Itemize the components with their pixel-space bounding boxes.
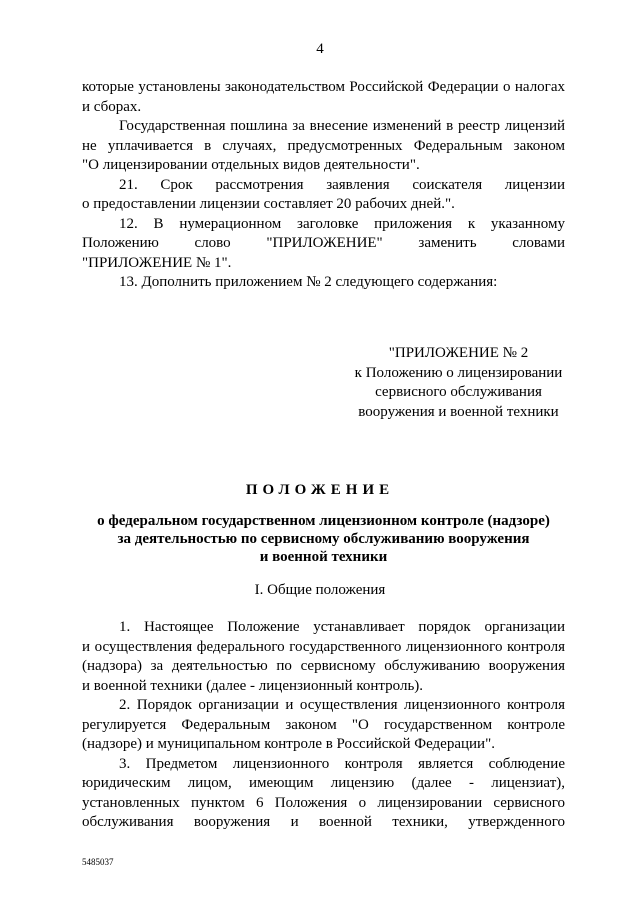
text-line: и военной техники [259,549,388,565]
paragraph-state-fee [82,117,565,176]
paragraph-21 [82,176,565,215]
text-line: 2. Порядок организации и осуществления лицензионного контроля [119,697,565,713]
text-line: и осуществления федерального государственного лицензионного контроля [82,638,565,655]
paragraph-item-1 [82,618,565,696]
text-line: Государственная пошлина за внесение изменений в реестр лицензий [119,118,565,134]
text-line: вооружения и военной техники [358,403,559,420]
text-line: не уплачивается в случаях, предусмотренных Федеральным законом [82,137,565,154]
text-line: 1. Настоящее Положение устанавливает порядок организации [119,619,565,635]
text-line: юридическим лицом, имеющим лицензию (далее - лицензиат), [82,775,565,791]
text-line: 3. Предметом лицензионного контроля является соблюдение [119,755,565,772]
section-heading: I. Общие положения [254,582,386,598]
text-line: обслуживания вооружения и военной техники, утвержденного [82,814,565,830]
text-line: 13. Дополнить приложением № 2 следующего содержания: [119,274,498,290]
paragraph-12 [82,215,565,274]
text-line: и сборах. [82,98,142,115]
paragraph-13 [82,273,565,293]
paragraph-item-3 [82,755,565,833]
footer-code: 5485037 [82,857,114,867]
top-text [82,78,565,293]
text-line: (надзора) за деятельностью по сервисному обслуживанию вооружения [82,658,565,674]
text-line: к Положению о лицензировании [354,364,563,381]
text-line: "ПРИЛОЖЕНИЕ № 1". [82,254,232,271]
text-line: и военной техники (далее - лицензионный контроль). [82,677,424,694]
page-number: 4 [316,41,324,57]
document-subtitle [82,512,565,566]
text-line: о федеральном государственном лицензионном контроле (надзоре) [97,513,550,529]
paragraph-item-2 [82,696,565,755]
text-line: которые установлены законодательством Российской Федерации о налогах [82,79,565,95]
text-line: сервисного обслуживания [375,384,542,400]
text-line: "ПРИЛОЖЕНИЕ № 2 [388,345,529,361]
text-line: Положению слово "ПРИЛОЖЕНИЕ" заменить словами [82,235,565,251]
appendix-heading [346,344,571,422]
text-line: установленных пунктом 6 Положения о лицензировании сервисного [82,794,565,811]
document-title: ПОЛОЖЕНИЕ [245,482,395,498]
text-line: регулируется Федеральным законом "О государственном контроле [82,716,565,733]
text-line: (надзоре) и муниципальном контроле в Российской Федерации". [82,736,495,752]
text-line: 21. Срок рассмотрения заявления соискателя лицензии [119,176,565,193]
paragraph-taxes [82,78,565,117]
text-line: за деятельностью по сервисному обслуживанию вооружения [117,531,530,547]
section-text [82,618,565,833]
text-line: 12. В нумерационном заголовке приложения к указанному [119,215,565,232]
text-line: "О лицензировании отдельных видов деятельности". [82,157,420,173]
text-line: о предоставлении лицензии составляет 20 рабочих дней.". [82,196,455,212]
